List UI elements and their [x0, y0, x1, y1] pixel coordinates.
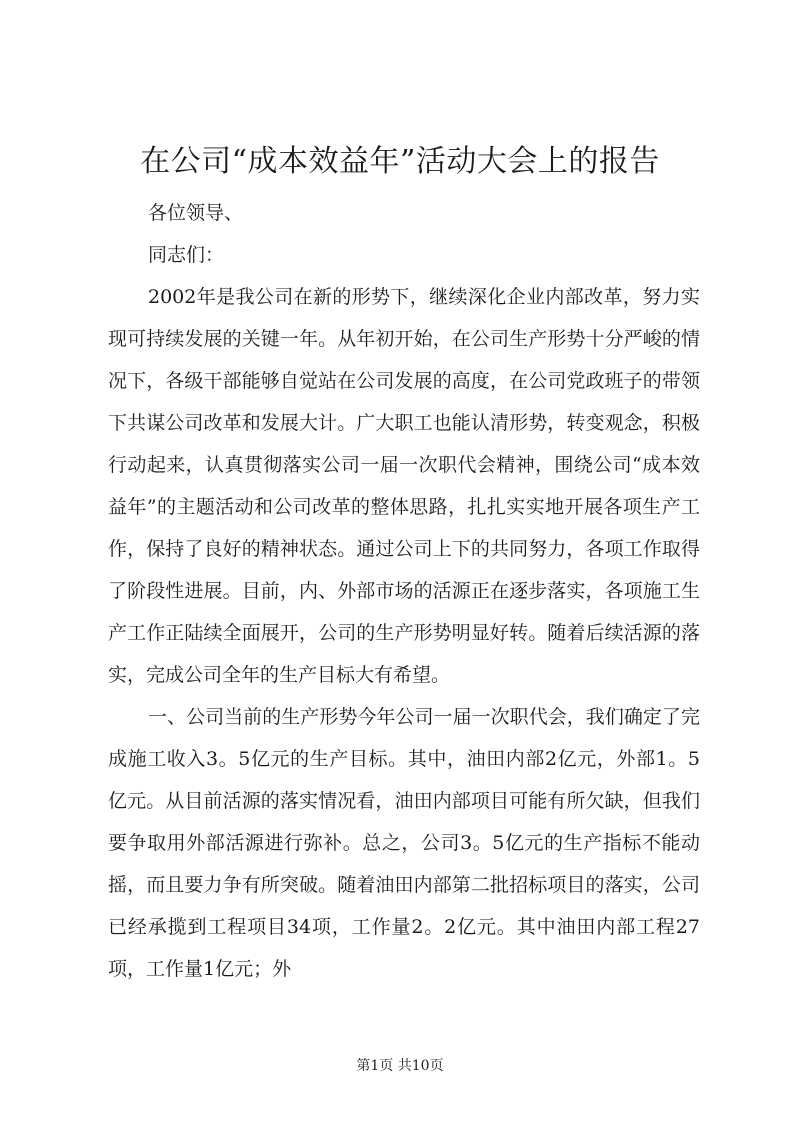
paragraph-intro: 2002年是我公司在新的形势下，继续深化企业内部改革，努力实现可持续发展的关键一年。从年初开始，在公司生产形势十分严峻的情况下，各级干部能够自觉站在公司发展的高度，在公司党政班子的带领下共谋公司改革和发展大计。广大职工也能认清形势，转变观念，积极行动起来，认真贯彻落实公司一届一次职代会精神，围绕公司“成本效益年”的主题活动和公司改革的整体思路，扎扎实实地开展各项生产工作，保持了良好的精神状态。通过公司上下的共同努力，各项工作取得了阶段性进展。目前，内、外部市场的活源正在逐步落实，各项施工生产工作正陆续全面展开，公司的生产形势明显好转。随着后续活源的落实，完成公司全年的生产目标大有希望。: [108, 286, 700, 686]
salutation-leaders: 各位领导、: [148, 202, 244, 224]
salutation-comrades: 同志们：: [148, 244, 225, 266]
document-body: [108, 192, 700, 990]
page-number-footer: 第1页 共10页: [356, 1058, 444, 1074]
document-title: 在公司“成本效益年”活动大会上的报告: [140, 144, 660, 179]
paragraph-section-one: 一、公司当前的生产形势今年公司一届一次职代会，我们确定了完成施工收入3。5亿元的生产目标。其中，油田内部2亿元，外部1。5亿元。从目前活源的落实情况看，油田内部项目可能有所欠缺，但我们要争取用外部活源进行弥补。总之，公司3。5亿元的生产指标不能动摇，而且要力争有所突破。随着油田内部第二批招标项目的落实，公司已经承揽到工程项目34项，工作量2。2亿元。其中油田内部工程27项，工作量1亿元；外: [108, 706, 700, 980]
